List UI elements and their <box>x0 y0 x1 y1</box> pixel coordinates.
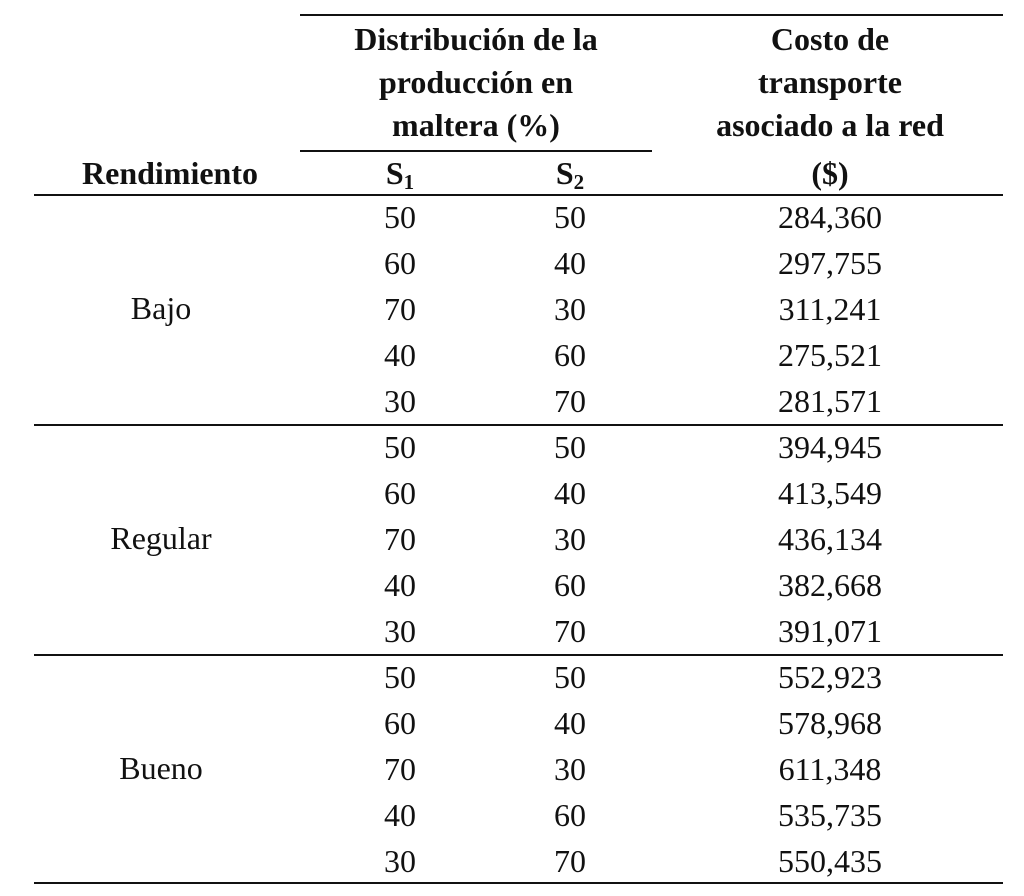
cell-cost: 275,521 <box>778 337 882 373</box>
cell-cost: 284,360 <box>778 199 882 235</box>
cell-s1: 50 <box>384 429 416 465</box>
cell-s1: 40 <box>384 567 416 603</box>
cost-header-line-1: Costo de <box>770 21 890 57</box>
cell-s1: 30 <box>384 613 416 649</box>
cell-cost: 535,735 <box>778 797 882 833</box>
cell-cost: 550,435 <box>778 843 882 879</box>
cost-header-line-2: transporte <box>758 64 902 100</box>
cell-s1: 60 <box>384 245 416 281</box>
cell-cost: 394,945 <box>778 429 882 465</box>
cell-s2: 50 <box>554 199 586 235</box>
cell-cost: 578,968 <box>778 705 882 741</box>
cell-s1: 70 <box>384 291 416 327</box>
cell-s2: 70 <box>554 613 586 649</box>
cell-s1: 30 <box>384 843 416 879</box>
cell-s2: 40 <box>554 245 586 281</box>
cell-s1: 40 <box>384 337 416 373</box>
cell-s2: 60 <box>554 337 586 373</box>
cell-cost: 297,755 <box>778 245 882 281</box>
cost-header-line-3: asociado a la red <box>716 107 944 143</box>
group-label: Bajo <box>130 290 192 326</box>
cell-cost: 281,571 <box>778 383 882 419</box>
column-header-rendimiento: Rendimiento <box>82 155 258 191</box>
cell-cost: 391,071 <box>778 613 882 649</box>
cell-s2: 70 <box>554 843 586 879</box>
cell-s2: 50 <box>554 659 586 695</box>
distribution-header-line-1: Distribución de la <box>354 21 598 57</box>
cell-s2: 60 <box>554 797 586 833</box>
cell-s1: 70 <box>384 751 416 787</box>
cell-s1: 60 <box>384 705 416 741</box>
cell-s1: 30 <box>384 383 416 419</box>
cost-header-line-4: ($) <box>811 155 849 191</box>
cell-cost: 611,348 <box>778 751 882 787</box>
cell-s1: 60 <box>384 475 416 511</box>
cell-s2: 40 <box>554 705 586 741</box>
column-header-s2: $S_2$ <box>555 155 585 194</box>
cell-s1: 50 <box>384 199 416 235</box>
cell-s2: 30 <box>554 751 586 787</box>
group-label: Regular <box>110 520 212 556</box>
cell-s1: 40 <box>384 797 416 833</box>
cell-s2: 30 <box>554 291 586 327</box>
column-header-s1: $S_1$ <box>385 155 415 194</box>
cell-cost: 413,549 <box>778 475 882 511</box>
cell-cost: 382,668 <box>778 567 882 603</box>
distribution-header-line-2: producción en <box>378 64 574 100</box>
cell-cost: 436,134 <box>778 521 882 557</box>
cell-s2: 60 <box>554 567 586 603</box>
cell-s2: 40 <box>554 475 586 511</box>
cell-cost: 552,923 <box>778 659 882 695</box>
distribution-header-line-3: maltera (%) <box>392 107 560 143</box>
group-label: Bueno <box>119 750 203 786</box>
cell-s1: 50 <box>384 659 416 695</box>
cell-s1: 70 <box>384 521 416 557</box>
cell-s2: 30 <box>554 521 586 557</box>
cell-s2: 50 <box>554 429 586 465</box>
cell-s2: 70 <box>554 383 586 419</box>
cell-cost: 311,241 <box>778 291 882 327</box>
